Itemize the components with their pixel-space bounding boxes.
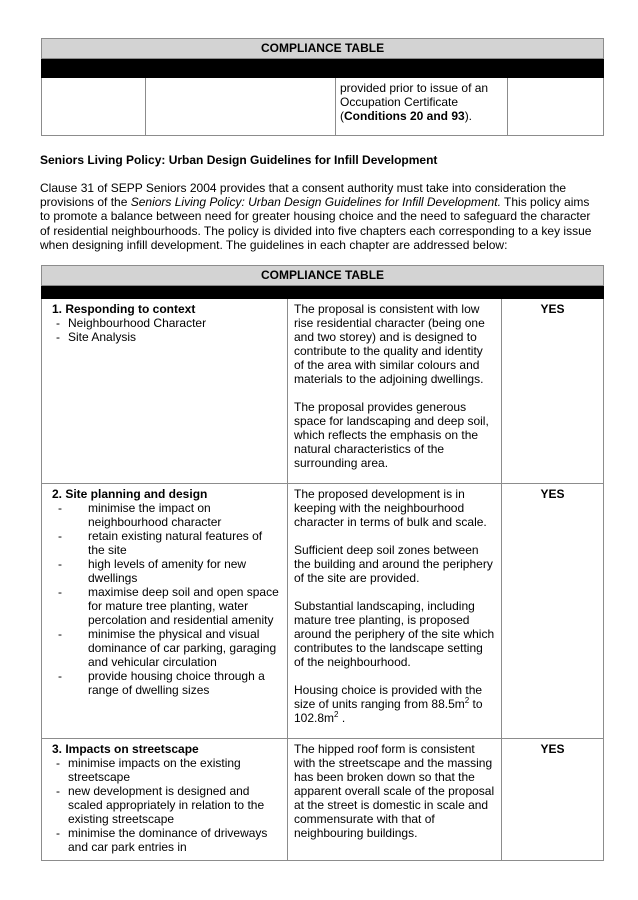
list-item: - minimise the dominance of driveways and car park entries in <box>48 826 282 854</box>
table-caption: COMPLIANCE TABLE <box>42 39 604 59</box>
guideline-heading: 1. Responding to context <box>52 302 196 316</box>
response-text: The proposed development is in keeping with the neighbourhood character in terms of bulk and scale. <box>294 487 487 529</box>
list-item: - retain existing natural features of the site <box>48 529 282 557</box>
list-item: - minimise the physical and visual dominance of car parking, garaging and vehicular circulation <box>48 627 282 669</box>
list-item: - minimise impacts on the existing streetscape <box>48 756 282 784</box>
status-badge: YES <box>502 299 604 484</box>
status-badge: YES <box>502 739 604 861</box>
list-item: - minimise the impact on neighbourhood character <box>48 501 282 529</box>
response-text: The hipped roof form is consistent with the streetscape and the massing has been broken down so that the apparent overall scale of the proposal at the street is domestic in scale and commensurate with that of neighbouring buildings. <box>294 742 495 840</box>
list-item: - high levels of amenity for new dwellings <box>48 557 282 585</box>
status-badge: YES <box>502 484 604 739</box>
compliance-table-2 <box>41 265 604 861</box>
table-cell: provided prior to issue of an Occupation Certificate (Conditions 20 and 93). <box>336 78 508 136</box>
condition-reference: Conditions 20 and 93 <box>344 109 465 123</box>
response-text: The proposal is consistent with low rise residential character (being one and two storey) and is designed to contribute to the quality and identity of the area with similar colours and materials to the adjoining dwellings. <box>294 302 485 386</box>
list-item: - maximise deep soil and open space for mature tree planting, water percolation and residential amenity <box>48 585 282 627</box>
response-text: The proposal provides generous space for landscaping and deep soil, which reflects the emphasis on the natural characteristics of the surrounding area. <box>294 400 489 470</box>
response-text: Housing choice is provided with the size of units ranging from $88.5m^2$ to $102.8m^2$ . <box>294 683 483 725</box>
guideline-heading: 2. Site planning and design <box>52 487 208 501</box>
response-text: Substantial landscaping, including mature tree planting, is proposed around the periphery of the site which contributes to the landscape setting of the neighbourhood. <box>294 599 495 669</box>
compliance-table-1 <box>41 38 604 136</box>
guideline-heading: 3. Impacts on streetscape <box>52 742 199 756</box>
intro-paragraph: Clause 31 of SEPP Seniors 2004 provides that a consent authority must take into consideration the provisions of the Seniors Living Policy: Urban Design Guidelines for Infill Development. This policy aims to promote a balance between need for greater housing choice and the need to safeguard the character of residential neighbourhoods. The policy is divided into five chapters each corresponding to a key issue when designing infill development. The guidelines in each chapter are addressed below: <box>40 181 592 252</box>
table-row <box>42 484 604 739</box>
table-row <box>42 739 604 861</box>
list-item: - Site Analysis <box>48 330 282 344</box>
table-row <box>42 299 604 484</box>
list-item: - new development is designed and scaled appropriately in relation to the existing streetscape <box>48 784 282 826</box>
table-caption: COMPLIANCE TABLE <box>42 266 604 286</box>
response-text: Sufficient deep soil zones between the building and around the periphery of the site are provided. <box>294 543 493 585</box>
list-item: - Neighbourhood Character <box>48 316 282 330</box>
list-item: - provide housing choice through a range of dwelling sizes <box>48 669 282 697</box>
section-heading: Seniors Living Policy: Urban Design Guidelines for Infill Development <box>40 153 438 167</box>
